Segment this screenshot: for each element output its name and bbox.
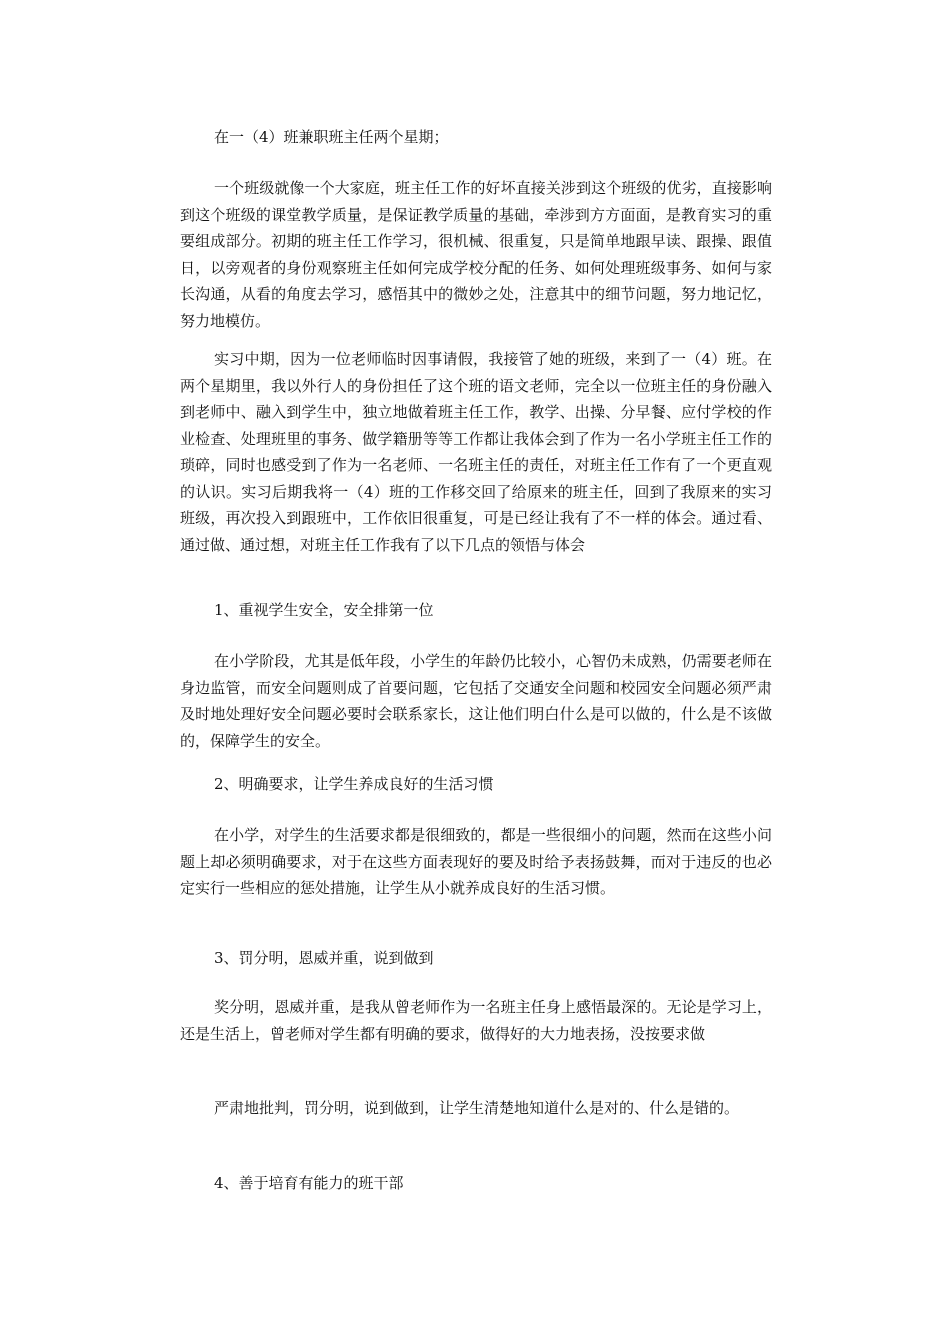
paragraph-class-teacher-overview: 一个班级就像一个大家庭，班主任工作的好坏直接关涉到这个班级的优劣，直接影响到这个班级的课堂教学质量，是保证教学质量的基础，牵涉到方方面面，是教育实习的重要组成部分。初期的班主任工作学习，很机械、很重复，只是简单地跟早读、跟操、跟值日，以旁观者的身份观察班主任如何完成学校分配的任务、如何处理班级事务、如何与家长沟通，从看的角度去学习，感悟其中的微妙之处，注意其中的细节问题，努力地记忆，努力地模仿。 xyxy=(180,179,772,330)
paragraph-safety: 在小学阶段，尤其是低年段，小学生的年龄仍比较小，心智仍未成熟，仍需要老师在身边监管，而安全问题则成了首要问题，它包括了交通安全问题和校园安全问题必须严肃及时地处理好安全问题必要时会联系家长，这让他们明白什么是可以做的，什么是不该做的，保障学生的安全。 xyxy=(180,652,772,750)
paragraph-mid-internship: 实习中期，因为一位老师临时因事请假，我接管了她的班级，来到了一（4）班。在两个星期里，我以外行人的身份担任了这个班的语文老师，完全以一位班主任的身份融入到老师中、融入到学生中，独立地做着班主任工作，教学、出操、分早餐、应付学校的作业检查、处理班里的事务、做学籍册等等工作都让我体会到了作为一名小学班主任工作的琐碎，同时也感受到了作为一名老师、一名班主任的责任，对班主任工作有了一个更直观的认识。实习后期我将一（4）班的工作移交回了给原来的班主任，回到了我原来的实习班级，再次投入到跟班中，工作依旧很重复，可是已经让我有了不一样的体会。通过看、通过做、通过想，对班主任工作我有了以下几点的领悟与体会 xyxy=(180,350,772,554)
paragraph-criticism: 严肃地批判，罚分明，说到做到，让学生清楚地知道什么是对的、什么是错的。 xyxy=(214,1099,740,1117)
heading-safety: 1、重视学生安全，安全排第一位 xyxy=(214,601,434,619)
heading-reward-punishment: 3、罚分明，恩威并重，说到做到 xyxy=(214,949,434,967)
paragraph-reward-punishment: 奖分明，恩威并重，是我从曾老师作为一名班主任身上感悟最深的。无论是学习上，还是生活上，曾老师对学生都有明确的要求，做得好的大力地表扬，没按要求做 xyxy=(180,998,772,1043)
heading-habits: 2、明确要求，让学生养成良好的生活习惯 xyxy=(214,775,494,793)
intro-line: 在一（4）班兼职班主任两个星期； xyxy=(214,128,449,146)
paragraph-habits: 在小学，对学生的生活要求都是很细致的，都是一些很细小的问题，然而在这些小问题上却必须明确要求，对于在这些方面表现好的要及时给予表扬鼓舞，而对于违反的也必定实行一些相应的惩处措施，让学生从小就养成良好的生活习惯。 xyxy=(180,826,772,897)
heading-class-cadres: 4、善于培育有能力的班干部 xyxy=(214,1174,404,1192)
